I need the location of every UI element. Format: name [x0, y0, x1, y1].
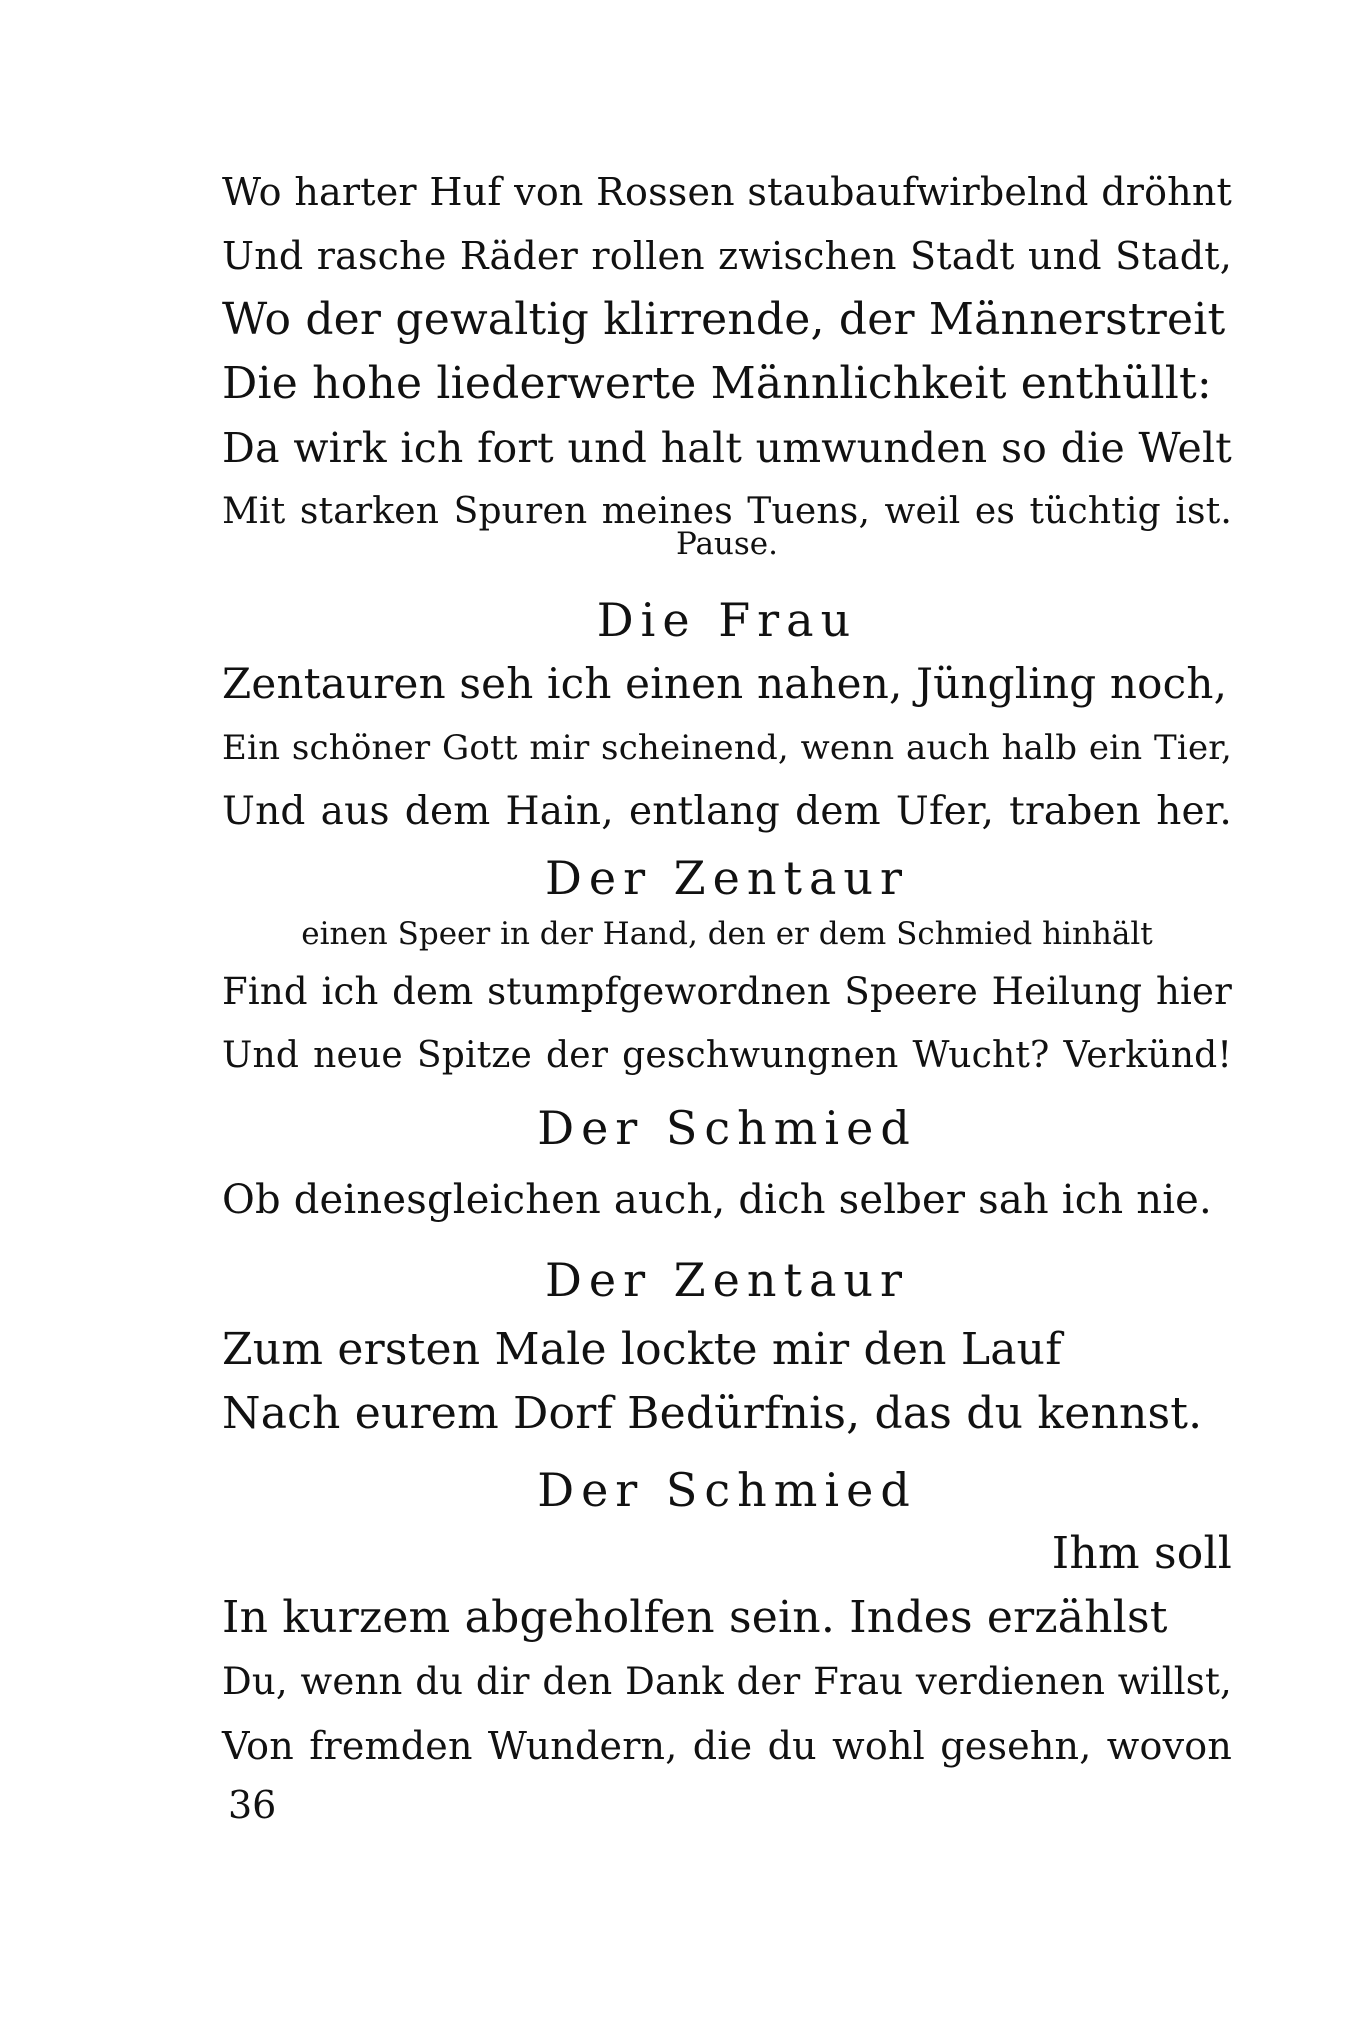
verse-line: Zum ersten Male lockte mir den Lauf — [222, 1324, 1062, 1375]
verse-line: Und rasche Räder rollen zwischen Stadt und Stadt, — [222, 234, 1232, 278]
page-number: 36 — [228, 1783, 277, 1827]
verse-line: Find ich dem stumpfgewordnen Speere Heilung hier — [222, 970, 1232, 1013]
speaker-schmied-1-block — [222, 1096, 1232, 1160]
speaker-schmied-2-block — [222, 1458, 1232, 1522]
verse-frau — [222, 652, 1232, 844]
verse-line: Und aus dem Hain, entlang dem Ufer, traben her. — [222, 789, 1232, 834]
stage-direction-pause-block — [222, 522, 1232, 566]
speaker-frau: Die Frau — [596, 593, 858, 647]
verse-zentaur-1 — [222, 960, 1232, 1088]
verse-line: In kurzem abgeholfen sein. Indes erzählst — [222, 1592, 1168, 1643]
verse-line: Und neue Spitze der geschwungnen Wucht? Verkünd! — [222, 1035, 1232, 1076]
speaker-schmied: Der Schmied — [537, 1101, 917, 1155]
verse-zentaur-2 — [222, 1318, 1232, 1446]
verse-line: Ihm soll — [1051, 1528, 1232, 1579]
stage-direction-pause: Pause. — [675, 526, 779, 562]
verse-line: Von fremden Wundern, die du wohl gesehn, wovon — [222, 1724, 1232, 1768]
verse-line: Mit starken Spuren meines Tuens, weil es tüchtig ist. — [222, 491, 1232, 532]
verse-line: Wo der gewaltig klirrende, der Männerstreit — [222, 294, 1226, 345]
stage-direction-speer-block — [222, 912, 1232, 956]
verse-line: Du, wenn du dir den Dank der Frau verdienen willst, — [222, 1660, 1232, 1703]
verse-line: Wo harter Huf von Rossen staubaufwirbelnd dröhnt — [222, 170, 1232, 214]
verse-line: Da wirk ich fort und halt umwunden so die Welt — [222, 424, 1232, 472]
verse-line: Nach eurem Dorf Bedürfnis, das du kennst. — [222, 1388, 1203, 1439]
speaker-zentaur-1-block — [222, 846, 1232, 910]
verse-line: Zentauren seh ich einen nahen, Jüngling noch, — [222, 659, 1228, 708]
verse-schmied-2 — [222, 1522, 1232, 1778]
verse-line: Die hohe liederwerte Männlichkeit enthüllt: — [222, 358, 1212, 409]
speaker-zentaur: Der Zentaur — [544, 1253, 910, 1307]
speaker-schmied: Der Schmied — [537, 1463, 917, 1517]
verse-intro — [222, 160, 1232, 544]
stage-direction-speer: einen Speer in der Hand, den er dem Schmied hinhält — [301, 916, 1153, 952]
speaker-frau-block — [222, 588, 1232, 652]
speaker-zentaur: Der Zentaur — [544, 851, 910, 905]
speaker-zentaur-2-block — [222, 1248, 1232, 1312]
verse-schmied-1 — [222, 1168, 1232, 1232]
verse-line: Ob deinesgleichen auch, dich selber sah ich nie. — [222, 1177, 1212, 1223]
verse-line: Ein schöner Gott mir scheinend, wenn auch halb ein Tier, — [222, 728, 1232, 768]
